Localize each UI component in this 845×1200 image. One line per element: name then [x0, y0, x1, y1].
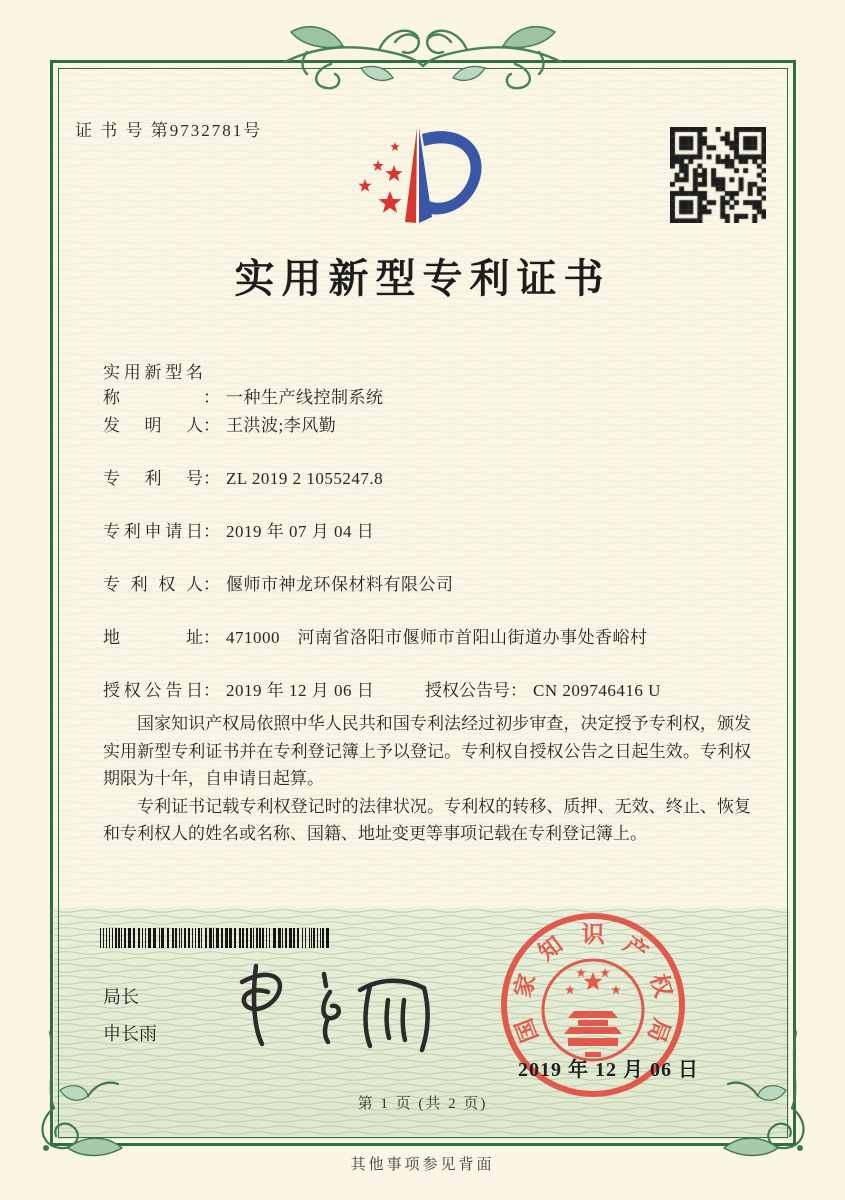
field-label: 实用新型名称: [103, 363, 203, 407]
cnipa-logo: [352, 120, 492, 230]
seal-char: 局: [643, 1015, 675, 1046]
qr-code: [670, 127, 766, 223]
field-patentee: [103, 570, 763, 623]
field-value: 471000 河南省洛阳市偃师市首阳山街道办事处香峪村: [226, 628, 648, 647]
seal-date: 2019 年 12 月 06 日: [518, 1059, 699, 1081]
field-value: 一种生产线控制系统: [226, 388, 384, 407]
seal-national-emblem: [543, 960, 643, 1060]
field-colon: ：: [203, 681, 220, 700]
certificate-number: 证 书 号 第9732781号: [75, 121, 263, 140]
certificate-title: 实用新型专利证书: [234, 256, 611, 301]
logo-wedge-red: [405, 128, 417, 223]
field-label: 专利号: [103, 469, 203, 488]
field-label: 专利权人: [103, 575, 203, 594]
field-list: [103, 358, 763, 729]
field-value: CN 209746416 U: [533, 681, 661, 700]
field-colon: ：: [510, 681, 527, 700]
seal-char: 知: [533, 931, 568, 966]
field-value: 2019 年 07 月 04 日: [226, 522, 375, 541]
legal-paragraph-2: 专利证书记载专利权登记时的法律状况。专利权的转移、质押、无效、终止、恢复和专利权人的姓名或名称、国籍、地址变更等事项记载在专利登记簿上。: [103, 796, 751, 843]
field-colon: ：: [203, 416, 220, 435]
field-grant-number: [425, 676, 661, 701]
back-note: 其他事项参见背面: [350, 1157, 495, 1173]
field-label: 授权公告日: [103, 681, 203, 700]
corner-flourish-left: [38, 1030, 138, 1158]
corner-flourish-right: [708, 1030, 808, 1158]
field-inventor: [103, 411, 763, 464]
field-label: 发明人: [103, 416, 203, 435]
field-value: ZL 2019 2 1055247.8: [226, 469, 384, 488]
field-filing-date: [103, 517, 763, 570]
field-label: 专利申请日: [103, 522, 203, 541]
director-signature: [228, 948, 438, 1053]
field-label: 授权公告号: [425, 681, 510, 700]
logo-p-curve: [422, 131, 482, 214]
seal-char: 识: [581, 922, 605, 947]
page-indicator: 第 1 页 (共 2 页): [357, 1096, 488, 1112]
seal-char: 家: [510, 971, 541, 1001]
field-patent-number: [103, 464, 763, 517]
seal-char: 产: [618, 931, 653, 966]
field-colon: ：: [203, 469, 220, 488]
top-scroll-ornament: [283, 8, 563, 100]
field-address: [103, 623, 763, 676]
field-value: 偃师市神龙环保材料有限公司: [226, 575, 454, 594]
field-value: 2019 年 12 月 06 日: [226, 681, 375, 700]
field-utility-model-name: [103, 358, 763, 411]
field-colon: ：: [203, 575, 220, 594]
barcode: [100, 928, 332, 948]
legal-text: [103, 710, 751, 848]
field-colon: ：: [203, 628, 220, 647]
field-colon: ：: [203, 388, 220, 407]
field-colon: ：: [203, 522, 220, 541]
legal-paragraph-1: 国家知识产权局依照中华人民共和国专利法经过初步审查，决定授予专利权，颁发实用新型专利证书并在专利登记簿上予以登记。专利权自授权公告之日起生效。专利权期限为十年，自申请日起算。: [103, 714, 751, 788]
field-label: 地址: [103, 628, 203, 647]
seal-char: 国: [511, 1015, 543, 1046]
field-value: 王洪波;李风勤: [226, 416, 337, 435]
director-title: 局长: [103, 987, 139, 1007]
logo-stars: [358, 142, 402, 213]
seal-char: 权: [645, 971, 676, 1001]
director-name: 申长雨: [103, 1024, 157, 1044]
